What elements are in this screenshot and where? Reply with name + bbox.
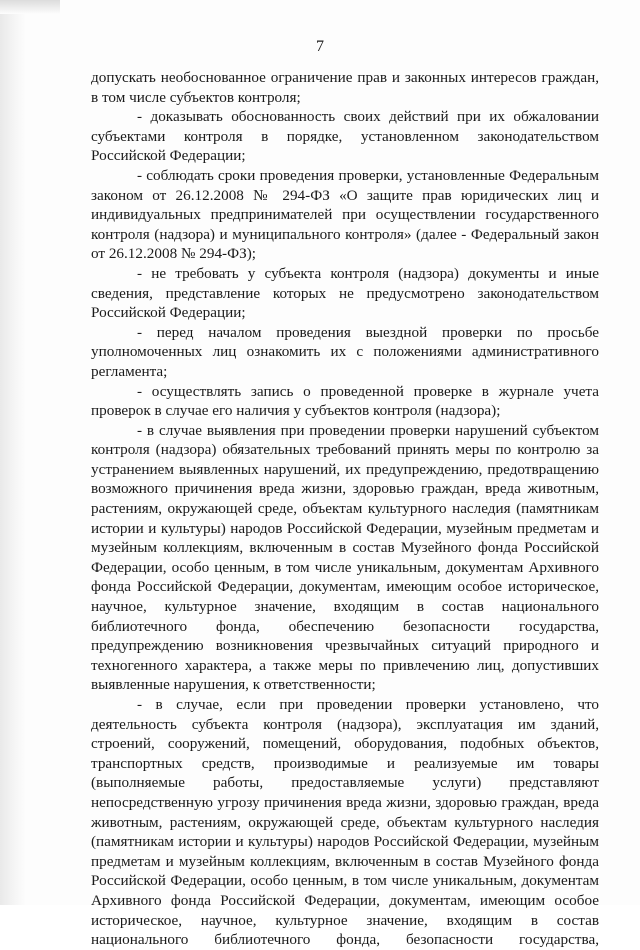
text-line: истории и культуры) народов Российской Федерации, музейным предметам и — [91, 519, 599, 537]
text-line: техногенного характера, а также меры по привлечению лиц, допустивших — [91, 656, 599, 674]
text-line: фонда Российской Федерации, документам, имеющим особое историческое, — [91, 578, 599, 596]
text-line: уполномоченных лиц ознакомить их с положениями административного — [91, 343, 599, 361]
text-line: - соблюдать сроки проведения проверки, установленные Федеральным — [137, 166, 599, 184]
text-line: Российской Федерации; — [91, 304, 246, 322]
text-line: от 26.12.2008 № 294-ФЗ); — [91, 245, 256, 263]
body-text — [91, 68, 599, 950]
text-line: выявленные нарушения, к ответственности; — [91, 676, 376, 694]
text-line: сведения, представление которых не предусмотрено законодательством — [91, 284, 599, 302]
text-line: допускать необоснованное ограничение прав и законных интересов граждан, — [91, 69, 599, 86]
text-line: транспортных средств, производимые и реализуемые им товары — [91, 754, 599, 772]
scan-edge-shadow — [0, 0, 26, 905]
text-line: - доказывать обоснованность своих действий при их обжаловании — [137, 108, 599, 126]
text-line: животным, растениям, окружающей среде, объектам культурного наследия — [91, 813, 599, 831]
text-line: Российской Федерации; — [91, 147, 246, 165]
text-line: контроля (надзора) и муниципального контроля» (далее - Федеральный закон — [91, 225, 599, 243]
text-line: предупреждению возникновения чрезвычайных ситуаций природного и — [91, 637, 599, 655]
text-line: Архивного фонда Российской Федерации, документам, имеющим особое — [91, 891, 599, 909]
text-line: - перед началом проведения выездной проверки по просьбе — [137, 323, 599, 341]
text-line: (памятникам истории и культуры) народов Российской Федерации, музейным — [91, 833, 599, 851]
text-line: библиотечного фонда, обеспечению безопасности государства, — [91, 617, 599, 635]
text-line: - в случае, если при проведении проверки установлено, что — [137, 696, 599, 713]
text-line: проверок в случае его наличия у субъектов контроля (надзора); — [91, 402, 501, 420]
text-line: возможного причинения вреда жизни, здоровью граждан, вреда животным, — [91, 480, 599, 498]
page-number: 7 — [316, 38, 324, 55]
text-line: - осуществлять запись о проведенной проверке в журнале учета — [137, 382, 599, 400]
text-line: - в случае выявления при проведении проверки нарушений субъектом — [137, 421, 599, 439]
text-line: - не требовать у субъекта контроля (надзора) документы и иные — [137, 264, 599, 282]
text-line: Российской Федерации, особо ценным, в том числе уникальным, документам — [91, 872, 599, 890]
text-line: деятельность субъекта контроля (надзора), эксплуатация им зданий, — [91, 715, 599, 733]
text-line: непосредственную угрозу причинения вреда жизни, здоровью граждан, вреда — [91, 793, 599, 811]
text-line: контроля (надзора) обязательных требований принять меры по контролю за — [91, 441, 599, 459]
text-line: законом от 26.12.2008 № 294-ФЗ «О защите прав юридических лиц и — [91, 186, 599, 204]
text-line: Федерации, особо ценным, в том числе уникальным, документам Архивного — [91, 558, 599, 576]
text-line: строений, сооружений, помещений, оборудования, подобных объектов, — [91, 735, 599, 753]
text-line: национального библиотечного фонда, безопасности государства, — [91, 931, 599, 949]
text-line: музейным коллекциям, включенным в состав Музейного фонда Российской — [91, 539, 599, 557]
text-line: регламента; — [91, 362, 168, 380]
text-line: индивидуальных предпринимателей при осуществлении государственного — [91, 206, 599, 224]
text-line: историческое, научное, культурное значение, входящим в состав — [91, 911, 599, 929]
text-line: (выполняемые работы, предоставляемые услуги) представляют — [91, 774, 599, 792]
text-line: предметам и музейным коллекциям, включенным в состав Музейного фонда — [91, 852, 599, 870]
text-line: субъектами контроля в порядке, установленном законодательством — [91, 127, 599, 145]
text-line: в том числе субъектов контроля; — [91, 88, 301, 106]
text-line: растениям, окружающей среде, объектам культурного наследия (памятникам — [91, 500, 599, 518]
scan-corner-shadow — [0, 0, 60, 14]
text-line: устранением выявленных нарушений, их предупреждению, предотвращению — [91, 460, 599, 478]
text-line: научное, культурное значение, входящим в состав национального — [91, 598, 599, 616]
